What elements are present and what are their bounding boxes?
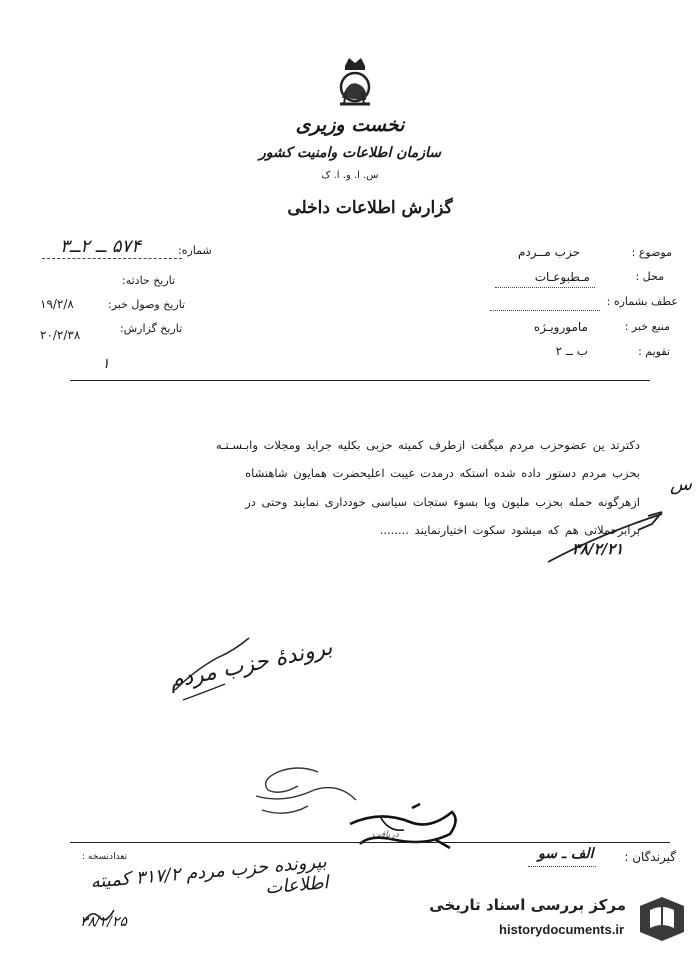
footer-divider — [70, 842, 670, 843]
signature-text: دریافت — [372, 830, 399, 840]
source-label: منبع خبر : — [624, 320, 670, 333]
subject-value: حزب مــردم — [517, 245, 580, 259]
subject-label: موضوع : — [631, 246, 672, 259]
reference-label: عطف بشماره : — [606, 295, 678, 308]
recipient-value: الف ـ سو — [538, 846, 594, 862]
rating-label: تقویم : — [638, 345, 670, 358]
place-label: محل : — [635, 270, 664, 283]
signature-lower — [340, 800, 480, 860]
number-value: ۵۷۴ ــ ۲ــ۳ — [60, 236, 141, 257]
archive-logo-icon — [636, 894, 688, 944]
handwriting-strokes — [165, 630, 275, 710]
organization-code: س. ا. و. ا. ک — [321, 170, 379, 181]
margin-mark: ۱ — [102, 356, 110, 372]
copies-label: تعدادنسخه : — [82, 852, 128, 862]
recipient-underline — [528, 866, 596, 867]
footer-handwritten-date: ۳۸/۲/۲۵ — [80, 914, 128, 930]
body-line-4: برابرحملاتی هم که میشود سکوت اختیارنمایند ........ — [379, 523, 640, 537]
place-underline — [495, 287, 595, 288]
body-line-3: ازهرگونه حمله بحزب ملیون ویا بسوء ستجات سیاسی خودداری نمایند وحتی در — [245, 495, 640, 509]
report-title: گزارش اطلاعات داخلی — [287, 198, 453, 218]
event-date-label: تاریخ حادثه: — [122, 274, 176, 287]
handwritten-note: بروندۀ حزب مردم — [167, 635, 335, 694]
footer-initial-mark — [80, 900, 120, 930]
source-value: مامورویـژه — [533, 320, 588, 334]
organization-name: سازمان اطلاعات وامنیت کشور — [258, 145, 442, 161]
margin-handwriting: س — [670, 474, 692, 495]
office-title: نخست وزیری — [295, 114, 405, 136]
watermark — [412, 890, 692, 948]
handwritten-arrow — [540, 500, 680, 570]
body-line-2: بحزب مردم دستور داده شده استکه درمدت غیبت اعلیحضرت همایون شاهنشاه — [245, 466, 640, 480]
footer-handwritten-note: بپرونده حزب مردم ۳۱۷/۲ کمیته اطلاعات — [89, 851, 330, 899]
report-date-value: ۲۰/۲/۳۸ — [40, 328, 81, 342]
recipients-label: گیرندگان : — [624, 850, 676, 864]
body-line-1: دکترتد ین عضوحزب مردم میگفت ازطرف کمیته حزبی بکلیه جراید ومجلات وابـسـتـه — [215, 438, 640, 452]
watermark-url: historydocuments.ir — [499, 922, 624, 937]
rating-value: ب ــ ۲ — [555, 344, 588, 358]
handwritten-date: ۳۸/۲/۲۱ — [572, 540, 624, 558]
number-underline — [42, 258, 182, 259]
header-divider — [70, 380, 650, 381]
received-date-label: تاریخ وصول خبر: — [108, 298, 186, 311]
reference-underline — [490, 310, 600, 311]
received-date-value: ۱۹/۲/۸ — [40, 297, 74, 311]
number-label: شماره: — [178, 244, 212, 257]
watermark-title: مرکز بررسی اسناد تاریخی — [429, 896, 626, 914]
report-date-label: تاریخ گزارش: — [120, 322, 183, 335]
place-value: مـطبوعـات — [534, 270, 590, 284]
lion-and-sun-emblem — [332, 54, 378, 110]
